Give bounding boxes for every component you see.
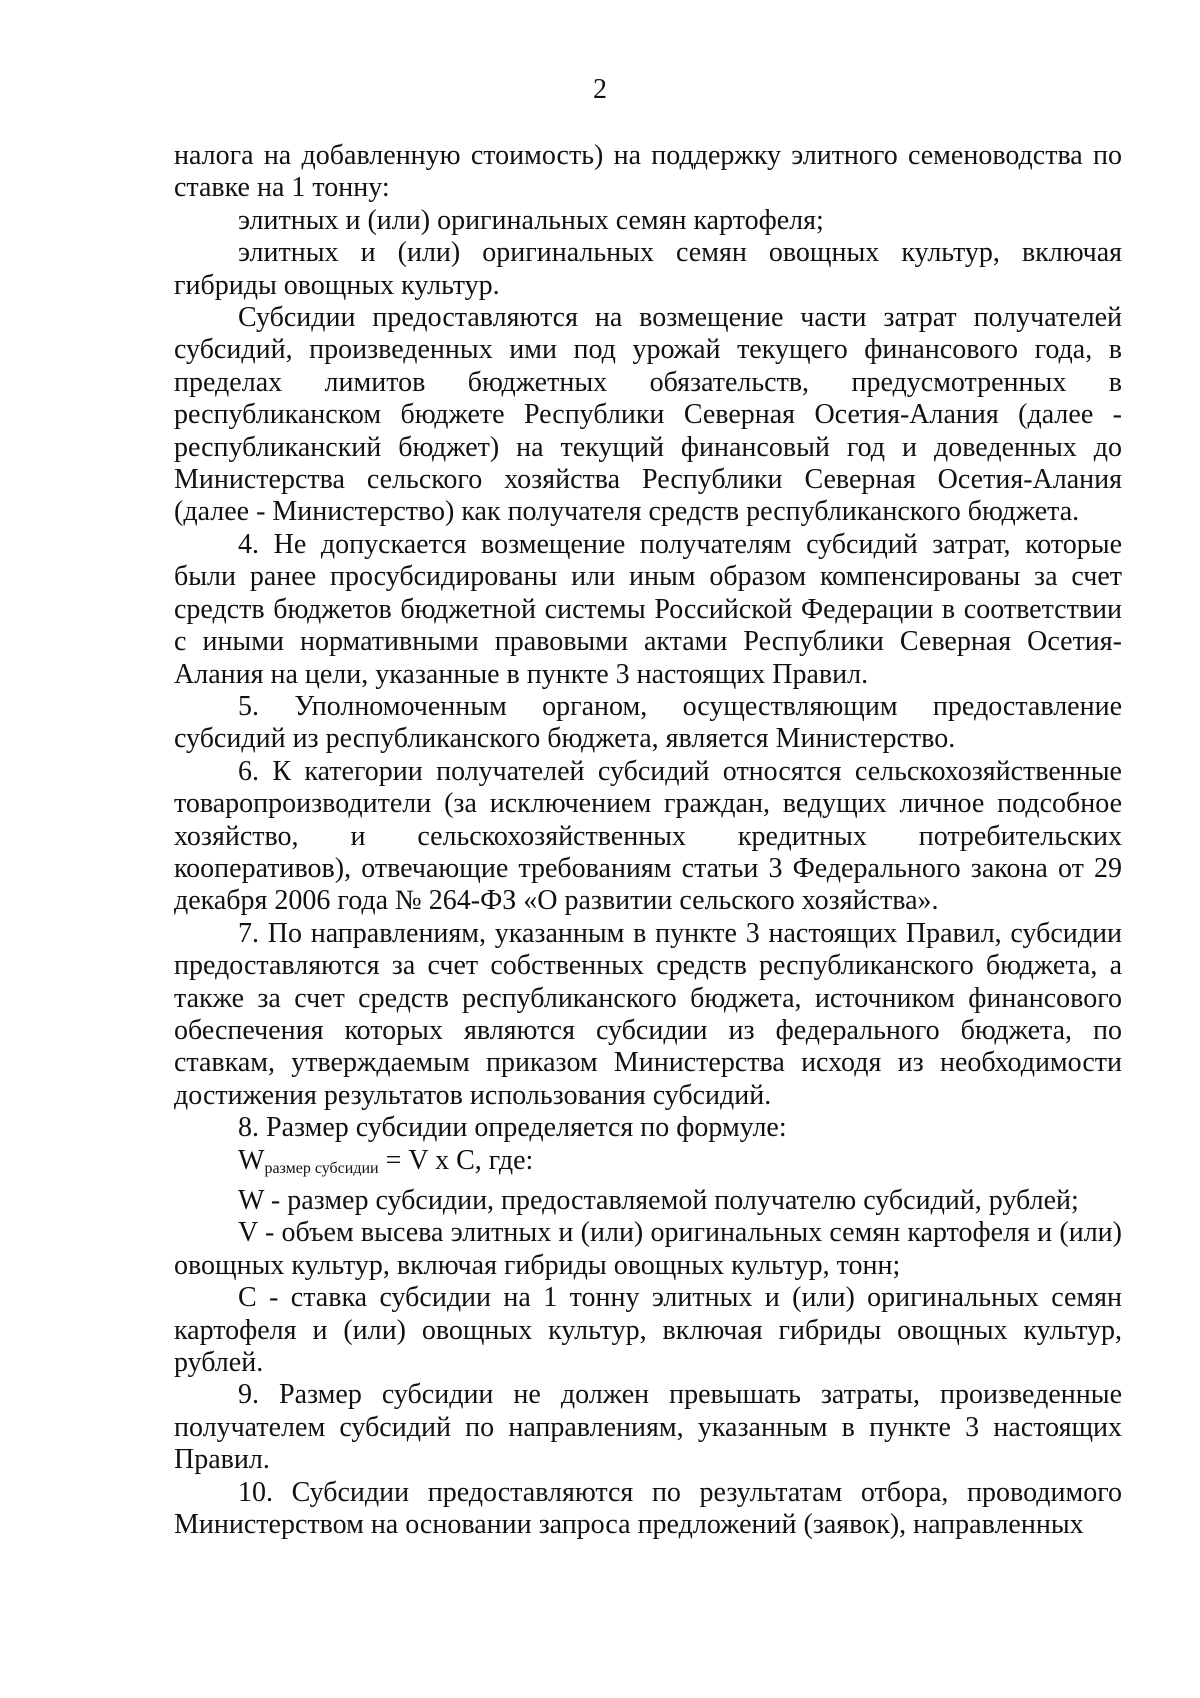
list-item-potato-seeds: элитных и (или) оригинальных семян картофеля; [238, 204, 824, 236]
clause-7: 7. По направлениям, указанным в пункте 3 настоящих Правил, субсидии предоставляются за счет собственных средств республиканского бюджета, а также за счет средств республиканского бюджета, источником финансового обеспечения которых являются субсидии из федерального бюджета, по ставкам, утверждаемым приказом Министерства исходя из необходимости достижения результатов использования субсидий. [174, 917, 1122, 1111]
formula-definition-c: C - ставка субсидии на 1 тонну элитных и (или) оригинальных семян картофеля и (или) овощных культур, включая гибриды овощных культур, рублей. [174, 1282, 1122, 1379]
formula-symbol: W [238, 1144, 265, 1176]
formula-expression: = V x C, где: [378, 1144, 534, 1176]
paragraph-continuation: налога на добавленную стоимость) на поддержку элитного семеноводства по ставке на 1 тонну: [174, 140, 1122, 204]
formula-line [174, 1145, 1122, 1185]
formula-subscript: размер субсидии [264, 1159, 379, 1177]
clause-6: 6. К категории получателей субсидий относятся сельскохозяйственные товаропроизводители (за исключением граждан, ведущих личное подсобное хозяйство, и сельскохозяйственных кредитных потребительских кооперативов), отвечающие требованиям статьи 3 Федерального закона от 29 декабря 2006 года № 264-ФЗ «О развитии сельского хозяйства». [174, 755, 1122, 917]
clause-9: 9. Размер субсидии не должен превышать затраты, произведенные получателем субсидий по направлениям, указанным в пункте 3 настоящих Правил. [174, 1379, 1122, 1476]
document-body [174, 140, 1122, 1541]
clause-10: 10. Субсидии предоставляются по результатам отбора, проводимого Министерством на основании запроса предложений (заявок), направленных [174, 1476, 1122, 1541]
page-number: 2 [593, 74, 607, 105]
formula-definition-w: W - размер субсидии, предоставляемой получателю субсидий, рублей; [238, 1185, 1079, 1216]
clause-8: 8. Размер субсидии определяется по формуле: [238, 1112, 787, 1144]
clause-4: 4. Не допускается возмещение получателям субсидий затрат, которые были ранее просубсидированы или иным образом компенсированы за счет средств бюджетов бюджетной системы Российской Федерации в соответствии с иными нормативными правовыми актами Республики Северная Осетия-Алания на цели, указанные в пункте 3 настоящих Правил. [174, 528, 1122, 690]
paragraph-subsidy-purpose: Субсидии предоставляются на возмещение части затрат получателей субсидий, произведенных ими под урожай текущего финансового года, в пределах лимитов бюджетных обязательств, предусмотренных в республиканском бюджете Республики Северная Осетия-Алания (далее - республиканский бюджет) на текущий финансовый год и доведенных до Министерства сельского хозяйства Республики Северная Осетия-Алания (далее - Министерство) как получателя средств республиканского бюджета. [174, 302, 1122, 528]
clause-5: 5. Уполномоченным органом, осуществляющим предоставление субсидий из республиканского бюджета, является Министерство. [174, 690, 1122, 755]
formula-definition-v: V - объем высева элитных и (или) оригинальных семян картофеля и (или) овощных культур, включая гибриды овощных культур, тонн; [174, 1217, 1122, 1281]
list-item-vegetable-seeds: элитных и (или) оригинальных семян овощных культур, включая гибриды овощных культур. [174, 237, 1122, 301]
